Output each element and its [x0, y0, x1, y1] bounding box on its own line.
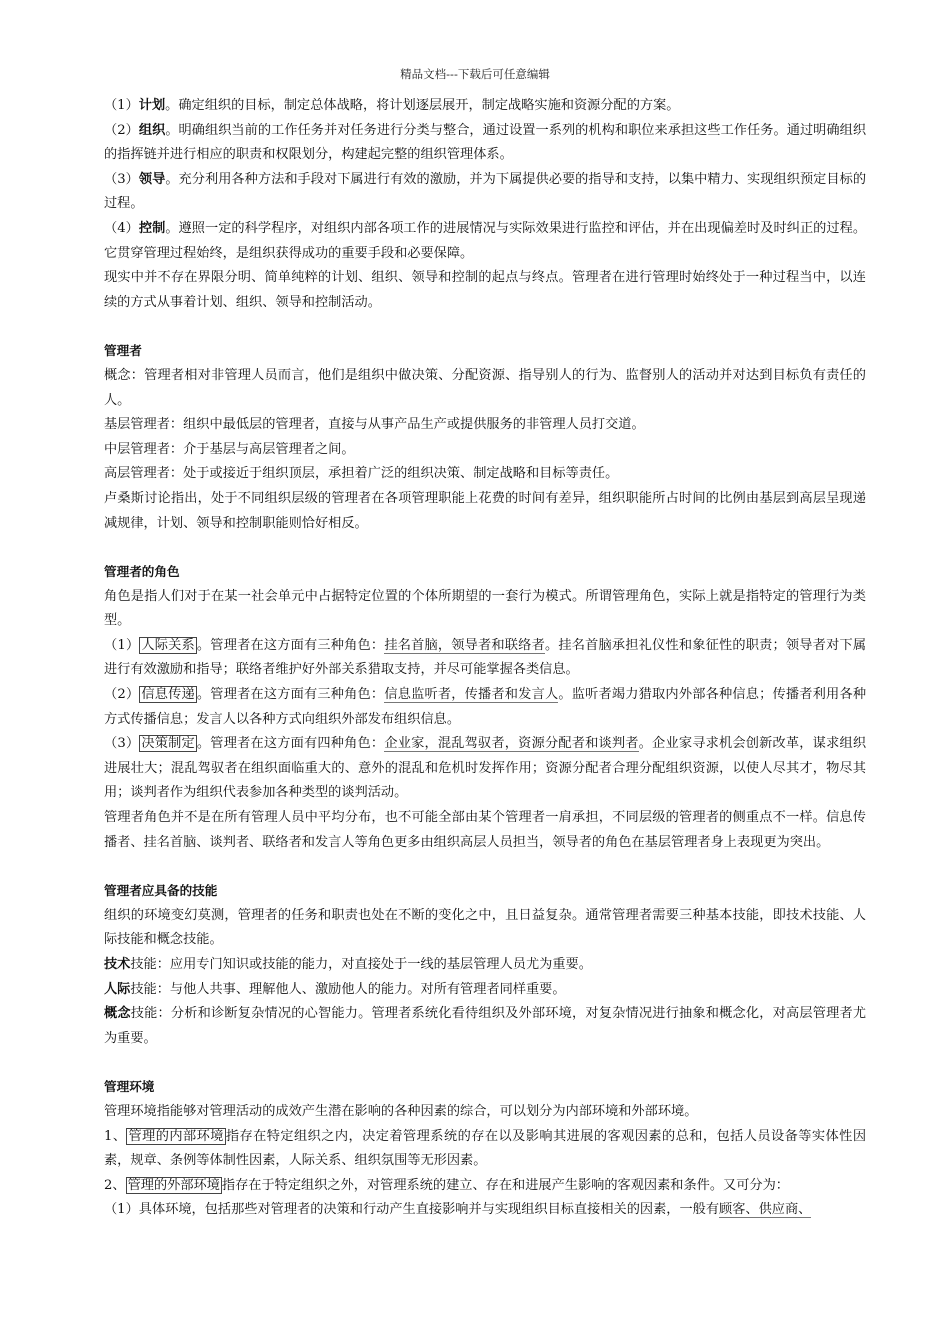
- managers-top: 高层管理者：处于或接近于组织顶层，承担着广泛的组织决策、制定战略和目标等责任。: [104, 466, 619, 482]
- item-text: 技能：应用专门知识或技能的能力，对直接处于一线的基层管理人员尤为重要。: [130, 957, 592, 972]
- function-planning: [104, 94, 866, 119]
- roles-summary: 管理者角色并不是在所有管理人员中平均分布，也不可能全部由某个管理者一肩承担，不同层级的管理者的侧重点不一样。信息传播者、挂名首脑、谈判者、联络者和发言人等角色更多由组织高层人员担当，领导者的角色在基层管理者身上表现更为突出。: [104, 810, 866, 850]
- roles-intro: 角色是指人们对于在某一社会单元中占据特定位置的个体所期望的一套行为模式。所谓管理角色，实际上就是指特定的管理行为类型。: [104, 588, 866, 629]
- item-prefix: （4）: [104, 220, 139, 236]
- item-prefix: 1、: [104, 1128, 127, 1144]
- boxed-term: 人际关系: [141, 637, 195, 653]
- function-leading: [104, 168, 866, 217]
- underlined-term: 挂名首脑，领导者和联络者: [384, 637, 545, 653]
- role-interpersonal: [104, 634, 866, 683]
- item-text: 技能：分析和诊断复杂情况的心智能力。管理者系统化看待组织及外部环境，对复杂情况进行抽象和概念化，对高层管理者尤为重要。: [104, 1006, 867, 1046]
- boxed-term: 信息传递: [141, 687, 195, 703]
- item-text: 指存在特定组织之内，决定着管理系统的存在以及影响其进展的客观因素的总和，包括人员设备等实体性因素，规章、条例等体制性因素，人际关系、组织氛围等无形因素。: [104, 1128, 867, 1169]
- item-text: 指存在于特定组织之外，对管理系统的建立、存在和进展产生影响的客观因素和条件。又可分为：: [221, 1177, 789, 1193]
- item-text: 。管理者在这方面有三种角色：: [196, 687, 385, 703]
- keyword: 控制: [138, 220, 166, 236]
- item-text: 。挂名首脑承担礼仪性和象征性的职责；领导者对下属进行有效激励和指导；联络者维护好外部关系猎取支持，并尽可能掌握各类信息。: [104, 637, 867, 678]
- underlined-term: 企业家，混乱驾驭者，资源分配者和谈判者: [384, 736, 639, 752]
- keyword: 组织: [138, 122, 166, 138]
- item-text: 。企业家寻求机会创新改革，谋求组织进展壮大；混乱驾驭者在组织面临重大的、意外的混乱和危机时发挥作用；资源分配者合理分配组织资源，以使人尽其才，物尽其用；谈判者作为组织代表参加各种类型的谈判活动。: [104, 736, 867, 801]
- item-prefix: （3）: [104, 736, 140, 752]
- boxed-term: 决策制定: [141, 736, 195, 752]
- skill-interpersonal: [104, 978, 866, 1003]
- keyword: 人际: [104, 981, 131, 997]
- skill-conceptual: [104, 1002, 866, 1051]
- managers-research: 卢桑斯讨论指出，处于不同组织层级的管理者在各项管理职能上花费的时间有差异，组织职能所占时间的比例由基层到高层呈现递减规律，计划、领导和控制职能则恰好相反。: [104, 490, 866, 531]
- item-prefix: （2）: [104, 122, 139, 138]
- function-controlling: [104, 217, 866, 266]
- item-prefix: 2、: [104, 1177, 126, 1193]
- keyword: 概念: [104, 1006, 131, 1022]
- role-decisional: [104, 732, 866, 806]
- boxed-term: 管理的外部环境: [127, 1177, 220, 1193]
- item-text: 技能：与他人共事、理解他人、激励他人的能力。对所有管理者同样重要。: [130, 981, 566, 997]
- item-prefix: （1）: [104, 98, 139, 113]
- section-title-skills: 管理者应具备的技能: [104, 883, 218, 899]
- item-text: （1）具体环境，包括那些对管理者的决策和行动产生直接影响并与实现组织目标直接相关的因素，一般有: [104, 1202, 720, 1218]
- environment-internal: [104, 1125, 866, 1174]
- section-title-managers: 管理者: [104, 343, 142, 359]
- item-text: 。管理者在这方面有四种角色：: [196, 736, 385, 752]
- managers-middle: 中层管理者：介于基层与高层管理者之间。: [104, 441, 355, 457]
- item-prefix: （1）: [104, 637, 140, 653]
- environment-intro: 管理环境指能够对管理活动的成效产生潜在影响的各种因素的综合，可以划分为内部环境和外部环境。: [104, 1103, 698, 1119]
- section-title-environment: 管理环境: [104, 1079, 155, 1095]
- document-body: [104, 94, 866, 1223]
- functions-summary: 现实中并不存在界限分明、简单纯粹的计划、组织、领导和控制的起点与终点。管理者在进行管理时始终处于一种过程当中，以连续的方式从事着计划、组织、领导和控制活动。: [104, 270, 866, 310]
- item-text: 。充分利用各种方法和手段对下属进行有效的激励，并为下属提供必要的指导和支持，以集中精力、实现组织预定目标的过程。: [104, 171, 867, 212]
- item-text: 。监听者竭力猎取内外部各种信息；传播者利用各种方式传播信息；发言人以各种方式向组织外部发布组织信息。: [104, 687, 867, 727]
- environment-specific: [104, 1198, 866, 1223]
- environment-external: [104, 1174, 866, 1199]
- item-prefix: （2）: [104, 687, 140, 703]
- managers-concept: 概念：管理者相对非管理人员而言，他们是组织中做决策、分配资源、指导别人的行为、监督别人的活动并对达到目标负有责任的人。: [104, 367, 866, 408]
- page-header: 精品文档---下载后可任意编辑: [400, 67, 550, 81]
- skills-intro: 组织的环境变幻莫测，管理者的任务和职责也处在不断的变化之中，且日益复杂。通常管理者需要三种基本技能，即技术技能、人际技能和概念技能。: [104, 907, 866, 948]
- underlined-term: 顾客、供应商、: [719, 1202, 812, 1218]
- skill-technical: [104, 953, 866, 978]
- boxed-term: 管理的内部环境: [128, 1128, 224, 1144]
- role-informational: [104, 683, 866, 732]
- keyword: 技术: [104, 957, 131, 972]
- function-organizing: [104, 119, 866, 168]
- managers-basic: 基层管理者：组织中最低层的管理者，直接与从事产品生产或提供服务的非管理人员打交道。: [104, 417, 645, 433]
- item-text: 。确定组织的目标，制定总体战略，将计划逐层展开，制定战略实施和资源分配的方案。: [165, 98, 680, 113]
- item-text: 。遵照一定的科学程序，对组织内部各项工作的进展情况与实际效果进行监控和评估，并在出现偏差时及时纠正的过程。它贯穿管理过程始终，是组织获得成功的重要手段和必要保障。: [104, 220, 867, 261]
- section-title-roles: 管理者的角色: [104, 564, 180, 580]
- item-prefix: （3）: [104, 171, 139, 187]
- item-text: 。管理者在这方面有三种角色：: [196, 637, 385, 653]
- underlined-term: 信息监听者，传播者和发言人: [384, 687, 559, 703]
- keyword: 计划: [138, 98, 166, 113]
- item-text: 。明确组织当前的工作任务并对任务进行分类与整合，通过设置一系列的机构和职位来承担这些工作任务。通过明确组织的指挥链并进行相应的职责和权限划分，构建起完整的组织管理体系。: [104, 122, 867, 163]
- keyword: 领导: [138, 171, 166, 187]
